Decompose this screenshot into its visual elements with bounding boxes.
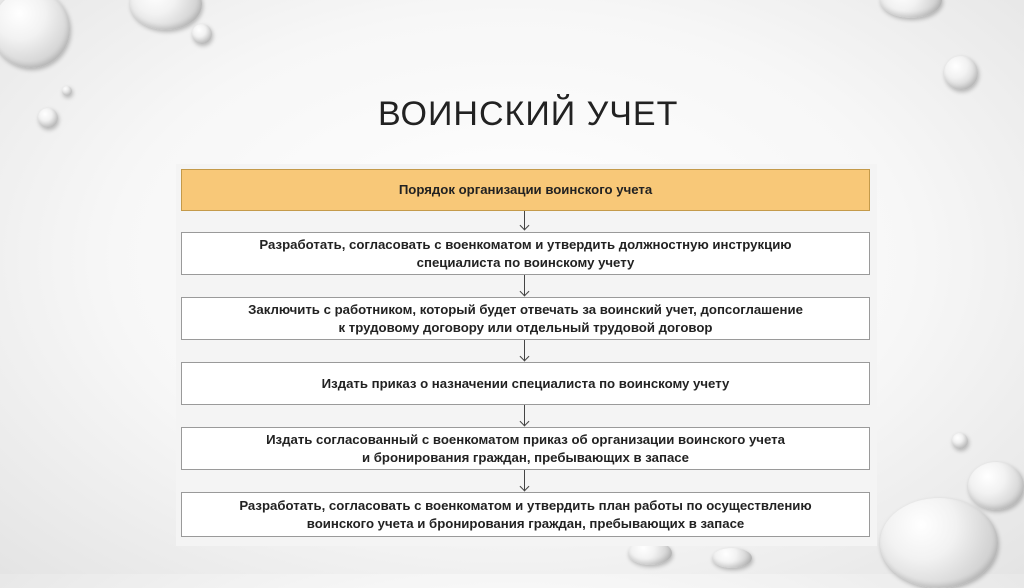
flowchart-header-box (181, 169, 870, 211)
flowchart-step-box (181, 362, 870, 405)
flowchart-step-box (181, 492, 870, 537)
arrow-down-icon (520, 405, 530, 427)
step-text-line: Разработать, согласовать с военкоматом и утвердить должностную инструкцию (259, 236, 792, 252)
water-drop-decoration (880, 0, 942, 18)
flowchart (176, 164, 877, 546)
water-drop-decoration (130, 0, 202, 30)
step-text-line: Заключить с работником, который будет отвечать за воинский учет, допсоглашение (248, 301, 803, 317)
flowchart-header-text: Порядок организации воинского учета (398, 182, 653, 197)
step-text-line: Издать приказ о назначении специалиста по воинскому учету (321, 375, 730, 391)
arrow-down-icon (520, 211, 530, 231)
flowchart-step-box (181, 427, 870, 470)
water-drop-decoration (712, 548, 752, 568)
arrow-down-icon (520, 275, 530, 297)
water-drop-decoration (192, 24, 212, 44)
step-text-line: к трудовому договору или отдельный трудовой договор (338, 319, 713, 335)
water-drop-decoration (62, 86, 72, 96)
water-drop-decoration (38, 108, 58, 128)
step-text-line: Издать согласованный с военкоматом приказ об организации воинского учета (266, 431, 785, 447)
slide-title: ВОИНСКИЙ УЧЕТ (378, 95, 679, 133)
water-drop-decoration (952, 433, 968, 449)
step-text-line: воинского учета и бронирования граждан, пребывающих в запасе (306, 515, 745, 531)
arrow-down-icon (520, 470, 530, 492)
water-drop-decoration (880, 498, 998, 588)
step-text-line: специалиста по воинскому учету (416, 254, 635, 270)
water-drop-decoration (968, 462, 1024, 510)
arrow-down-icon (520, 340, 530, 362)
water-drop-decoration (944, 56, 978, 90)
step-text-line: Разработать, согласовать с военкоматом и утвердить план работы по осуществлению (239, 497, 812, 513)
step-text-line: и бронирования граждан, пребывающих в запасе (362, 449, 689, 465)
flowchart-step-box (181, 297, 870, 340)
water-drop-decoration (0, 0, 70, 68)
flowchart-step-box (181, 232, 870, 275)
